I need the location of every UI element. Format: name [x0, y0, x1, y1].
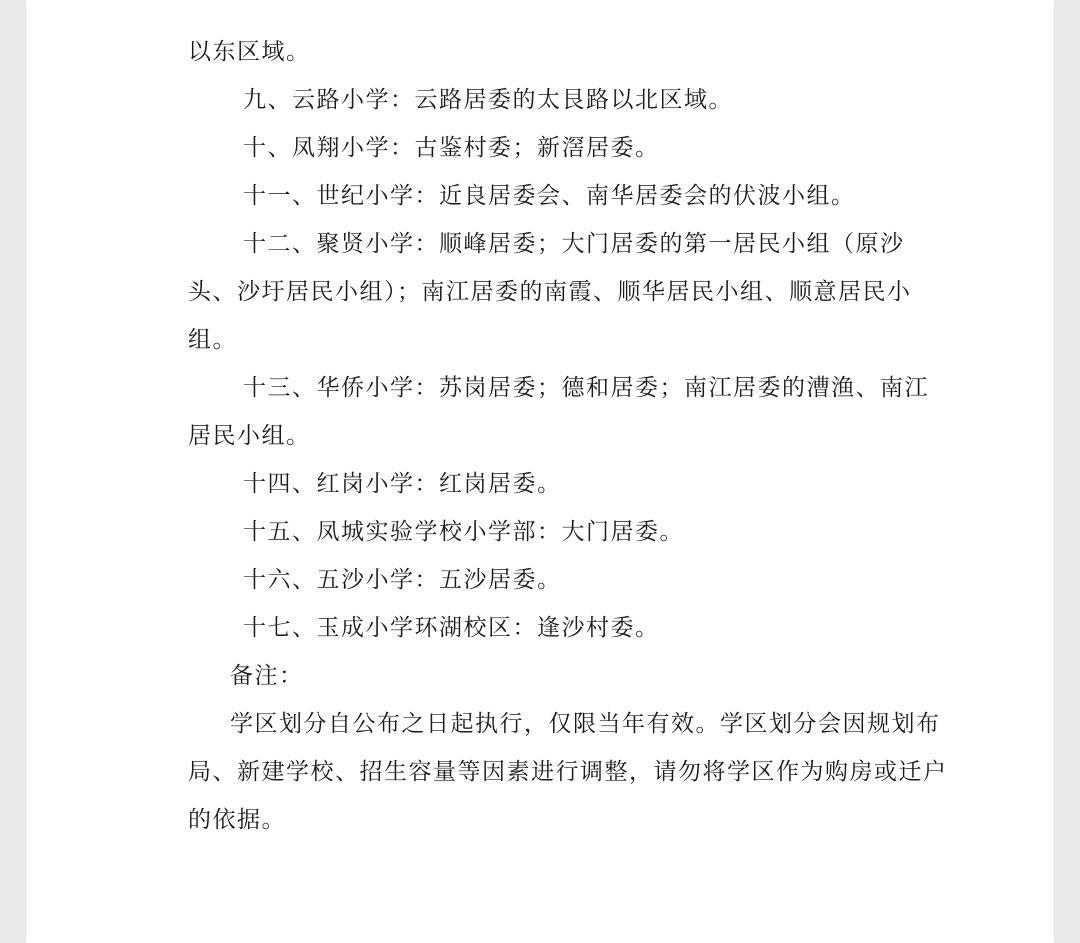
document-body: [188, 28, 948, 844]
note-heading: 备注：: [230, 663, 304, 689]
item-14: 十四、红岗小学：红岗居委。: [243, 471, 562, 497]
item-11: 十一、世纪小学：近良居委会、南华居委会的伏波小组。: [243, 183, 856, 209]
item-9: 九、云路小学：云路居委的太艮路以北区域。: [243, 87, 733, 113]
document-page: [26, 0, 1054, 943]
paragraph-continuation: 以东区域。: [188, 39, 311, 65]
item-12: 十二、聚贤小学：顺峰居委；大门居委的第一居民小组（原沙头、沙圩居民小组）；南江居委的南霞、顺华居民小组、顺意居民小组。: [188, 231, 912, 353]
item-17: 十七、玉成小学环湖校区：逢沙村委。: [243, 615, 660, 641]
item-16: 十六、五沙小学：五沙居委。: [243, 567, 562, 593]
item-10: 十、凤翔小学：古鉴村委；新滘居委。: [243, 135, 660, 161]
item-15: 十五、凤城实验学校小学部：大门居委。: [243, 519, 684, 545]
item-13: 十三、华侨小学：苏岗居委；德和居委；南江居委的漕渔、南江居民小组。: [188, 375, 929, 449]
note-body: 学区划分自公布之日起执行，仅限当年有效。学区划分会因规划布局、新建学校、招生容量等因素进行调整，请勿将学区作为购房或迁户的依据。: [188, 711, 948, 833]
